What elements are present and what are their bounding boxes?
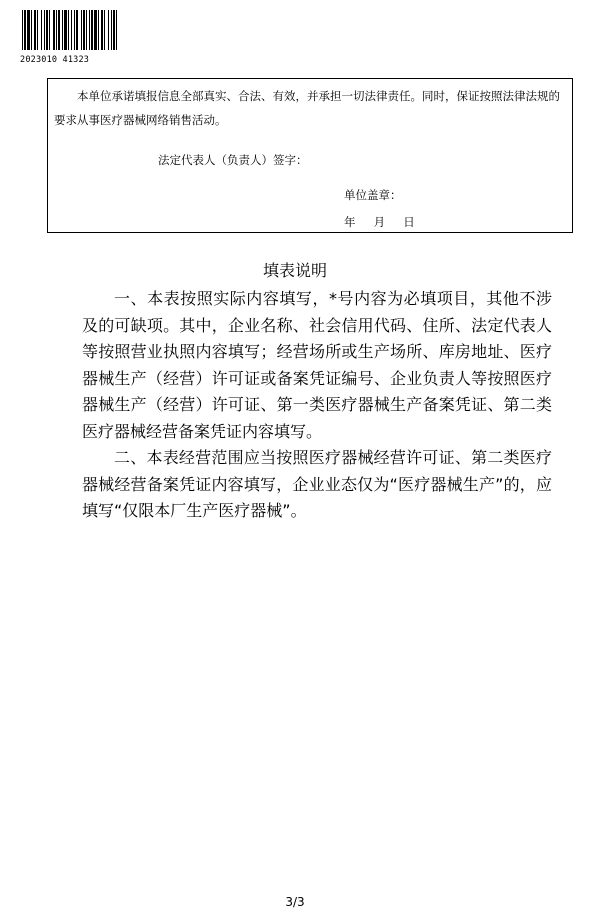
seal-label: 单位盖章： bbox=[344, 188, 402, 202]
commitment-statement: 本单位承诺填报信息全部真实、合法、有效，并承担一切法律责任。同时，保证按照法律法规的要求从事医疗器械网络销售活动。 bbox=[54, 89, 560, 127]
page-number: 3/3 bbox=[285, 895, 305, 909]
instructions-title: 填表说明 bbox=[262, 261, 327, 280]
barcode-number: 2023010 41323 bbox=[20, 55, 90, 65]
barcode bbox=[20, 10, 120, 65]
instructions-body bbox=[82, 286, 552, 525]
barcode-bars bbox=[20, 10, 120, 50]
instruction-paragraph: 二、本表经营范围应当按照医疗器械经营许可证、第二类医疗器械经营备案凭证内容填写，企业业态仅为“医疗器械生产”的，应填写“仅限本厂生产医疗器械”。 bbox=[82, 448, 552, 520]
commitment-box bbox=[47, 78, 573, 233]
instruction-paragraph: 一、本表按照实际内容填写，*号内容为必填项目，其他不涉及的可缺项。其中，企业名称、社会信用代码、住所、法定代表人等按照营业执照内容填写；经营场所或生产场所、库房地址、医疗器械生产（经营）许可证或备案凭证编号、企业负责人等按照医疗器械生产（经营）许可证、第一类医疗器械生产备案凭证、第二类医疗器械经营备案凭证内容填写。 bbox=[82, 289, 552, 441]
legal-rep-signature-label: 法定代表人（负责人）签字： bbox=[158, 153, 308, 167]
date-label: 年 月 日 bbox=[344, 215, 416, 229]
